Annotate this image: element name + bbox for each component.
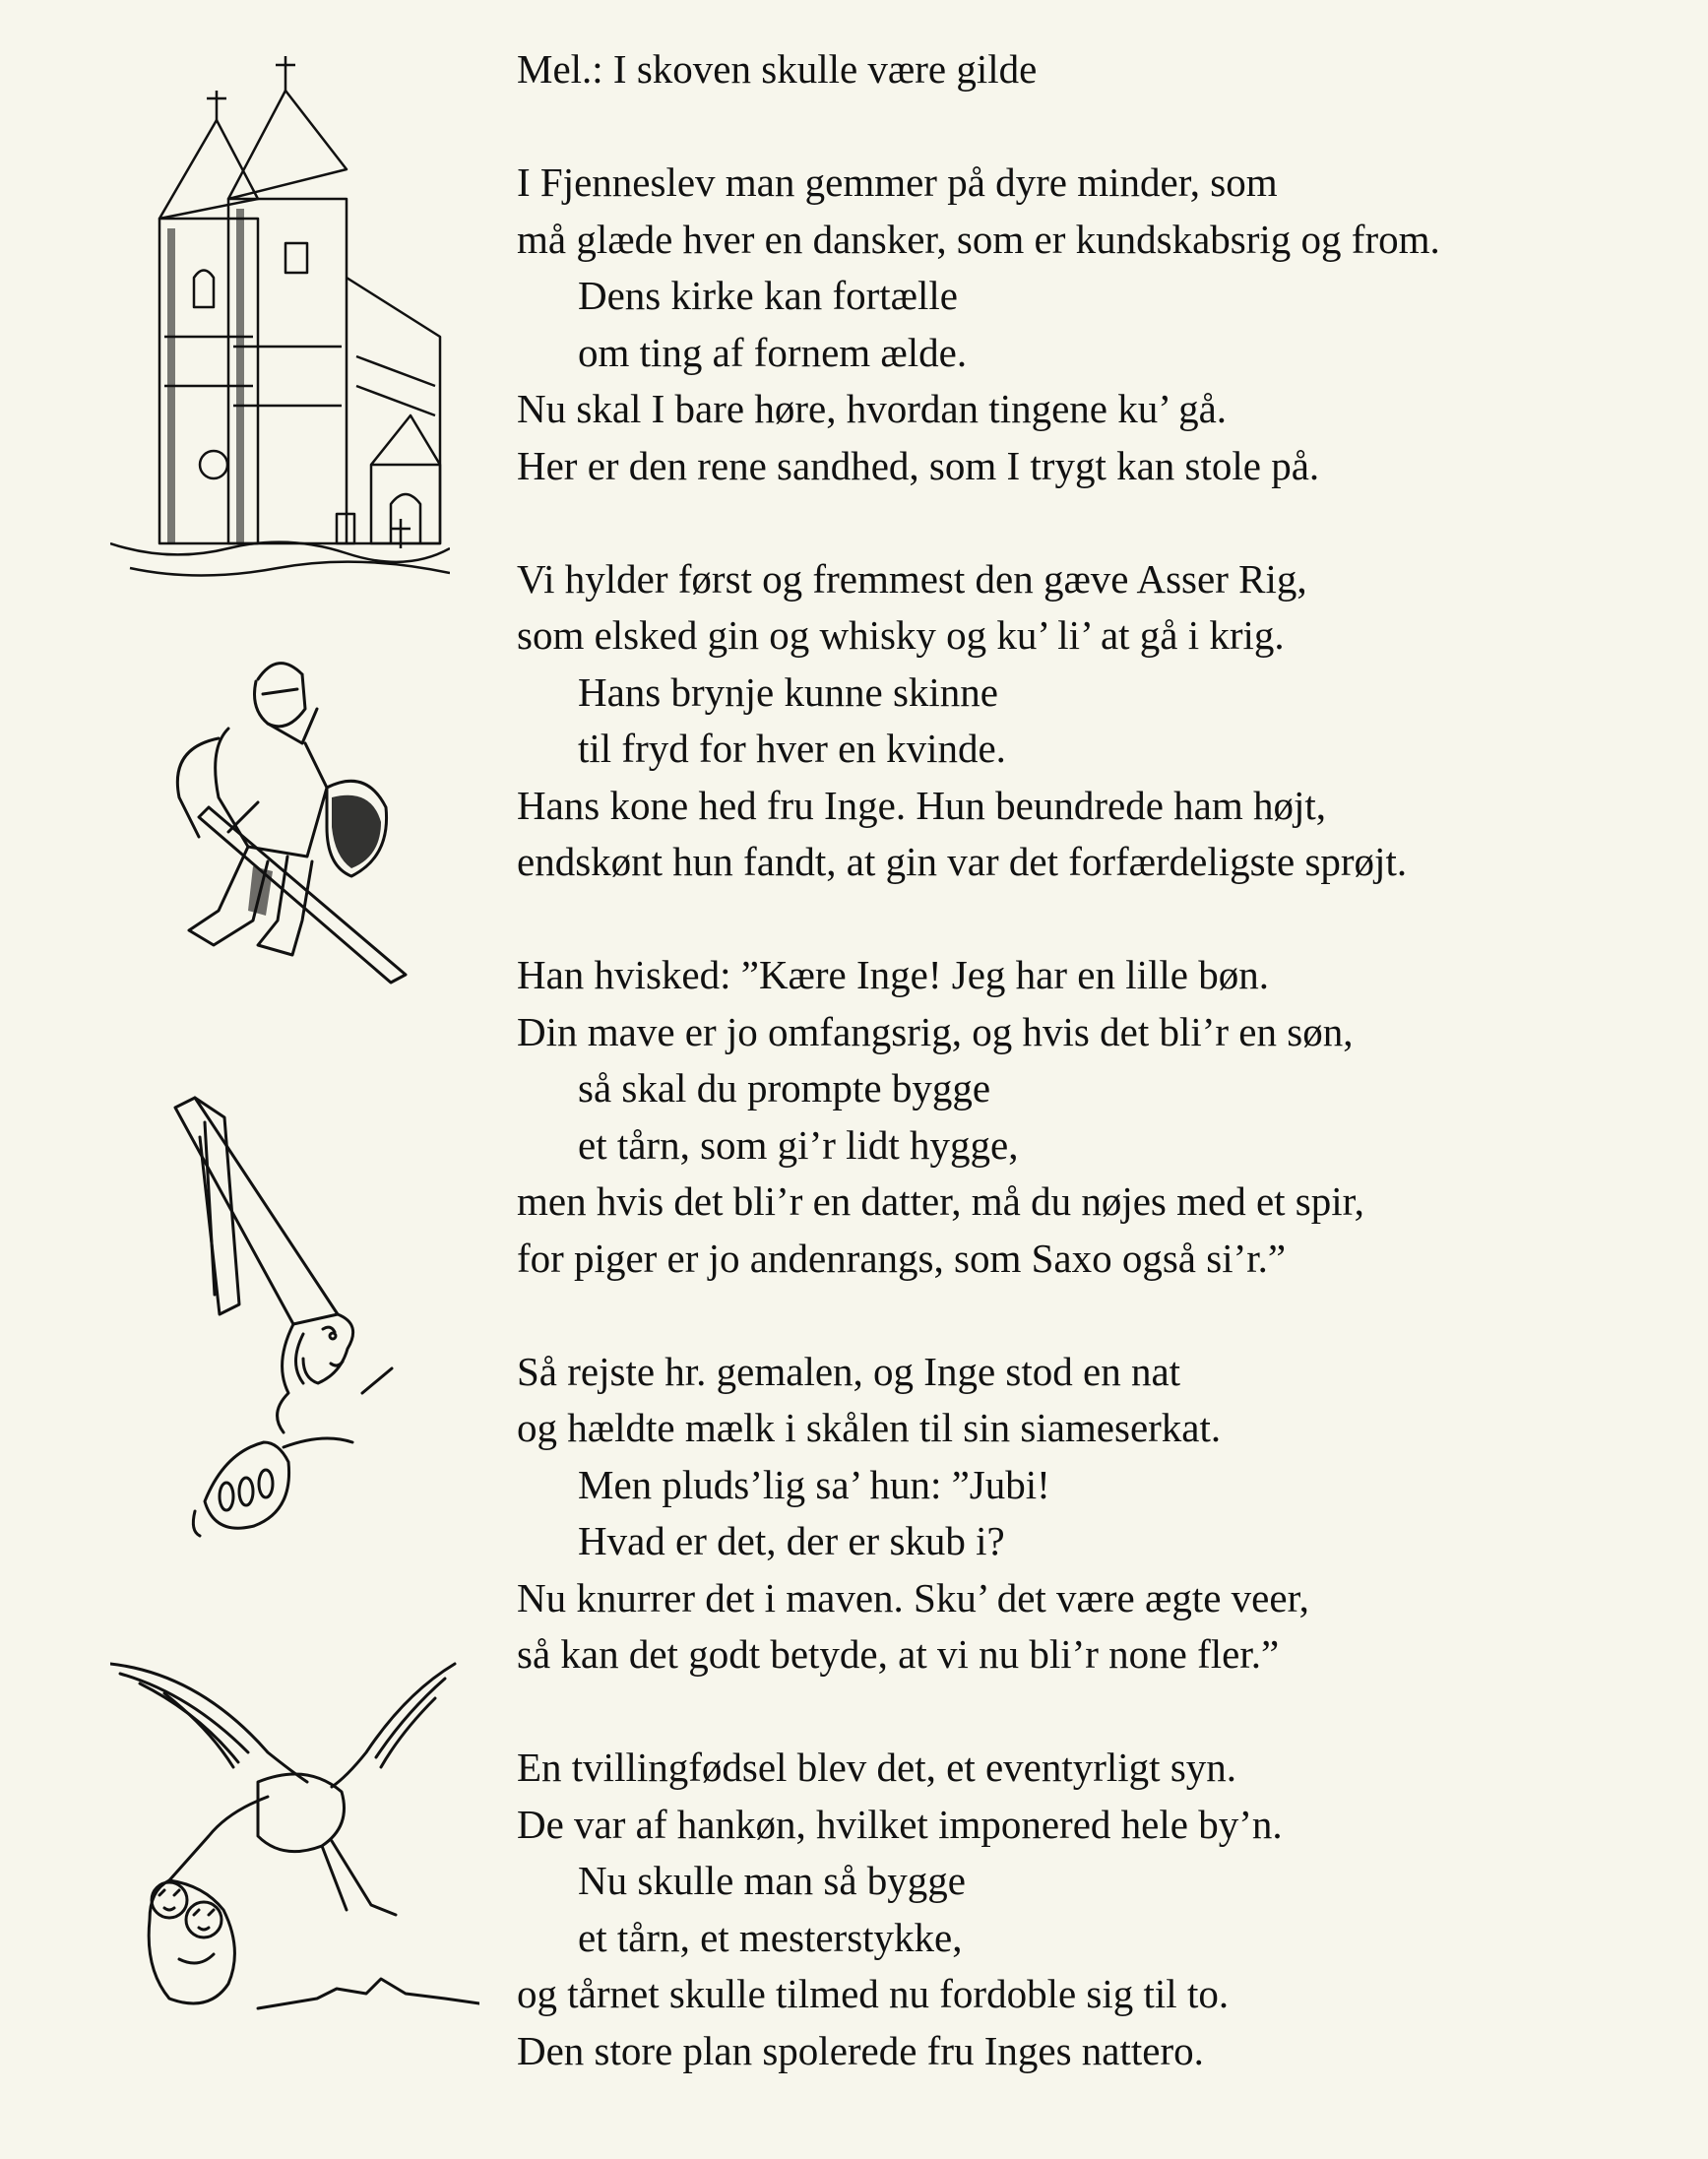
verse-2 xyxy=(517,551,1678,891)
verse-line: Den store plan spolerede fru Inges nattero. xyxy=(517,2027,1204,2073)
woman-with-hennin-illustration xyxy=(165,1078,411,1541)
verse-line: men hvis det bli’r en datter, må du nøjes med et spir, xyxy=(517,1178,1364,1224)
song-lyrics xyxy=(517,41,1678,2079)
verse-line: må glæde hver en dansker, som er kundskabsrig og from. xyxy=(517,216,1440,262)
verse-line: Hans brynje kunne skinne xyxy=(578,668,998,715)
verse-line: Hans kone hed fru Inge. Hun beundrede ham højt, xyxy=(517,782,1327,828)
verse-3 xyxy=(517,947,1678,1287)
viking-warrior-illustration xyxy=(140,650,425,989)
verse-line: Vi hylder først og fremmest den gæve Asser Rig, xyxy=(517,555,1307,602)
verse-line: I Fjenneslev man gemmer på dyre minder, som xyxy=(517,159,1278,205)
verse-line: Men pluds’lig sa’ hun: ”Jubi! xyxy=(578,1461,1050,1507)
verse-line: og tårnet skulle tilmed nu fordoble sig til to. xyxy=(517,1971,1230,2016)
verse-line: En tvillingfødsel blev det, et eventyrligt syn. xyxy=(517,1745,1237,1790)
verse-line: Nu skal I bare høre, hvordan tingene ku’ gå. xyxy=(517,386,1228,431)
verse-line: så skal du prompte bygge xyxy=(578,1065,991,1111)
verse-line: til fryd for hver en kvinde. xyxy=(578,726,1006,771)
verse-line: om ting af fornem ælde. xyxy=(578,329,968,375)
verse-line: Nu knurrer det i maven. Sku’ det være ægte veer, xyxy=(517,1574,1309,1620)
verse-line: Hvad er det, der er skub i? xyxy=(578,1518,1005,1563)
verse-line: Nu skulle man så bygge xyxy=(578,1858,966,1903)
verse-line: som elsked gin og whisky og ku’ li’ at gå i krig. xyxy=(517,612,1285,658)
verse-line: Her er den rene sandhed, som I trygt kan stole på. xyxy=(517,442,1320,488)
verse-line: Dens kirke kan fortælle xyxy=(578,273,958,318)
verse-line: et tårn, et mesterstykke, xyxy=(578,1914,963,1960)
church-illustration xyxy=(110,51,450,583)
verse-line: Din mave er jo omfangsrig, og hvis det bli’r en søn, xyxy=(517,1008,1354,1054)
verse-line: et tårn, som gi’r lidt hygge, xyxy=(578,1121,1019,1168)
melody-line: Mel.: I skoven skulle være gilde xyxy=(517,46,1038,92)
verse-line: De var af hankøn, hvilket imponered hele by’n. xyxy=(517,1801,1283,1847)
verse-line: for piger er jo andenrangs, som Saxo også si’r.” xyxy=(517,1235,1287,1281)
stork-with-twins-illustration xyxy=(110,1654,479,2018)
verse-4 xyxy=(517,1344,1678,1683)
verse-line: Han hvisked: ”Kære Inge! Jeg har en lille bøn. xyxy=(517,952,1269,997)
verse-line: så kan det godt betyde, at vi nu bli’r none fler.” xyxy=(517,1631,1280,1677)
verse-1 xyxy=(517,155,1678,494)
verse-line: og hældte mælk i skålen til sin siameserkat. xyxy=(517,1405,1222,1450)
verse-line: Så rejste hr. gemalen, og Inge stod en nat xyxy=(517,1348,1181,1394)
verse-line: endskønt hun fandt, at gin var det forfærdeligste sprøjt. xyxy=(517,839,1408,884)
verse-5 xyxy=(517,1740,1678,2079)
